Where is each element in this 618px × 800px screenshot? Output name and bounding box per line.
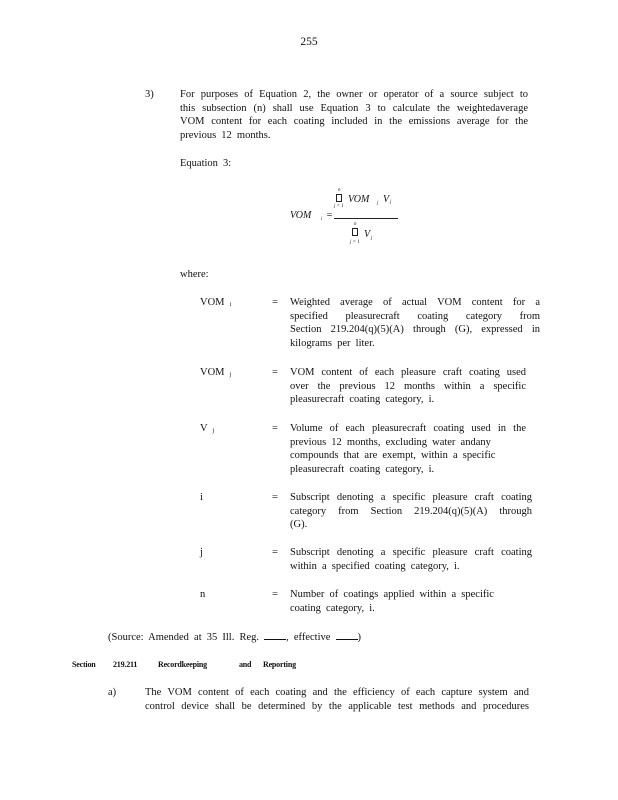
section-title-word-1: Recordkeeping — [158, 660, 207, 669]
equation-3 — [288, 186, 408, 256]
section-number: 219.211 — [113, 660, 138, 669]
section-title-word-3: Reporting — [263, 660, 296, 669]
numerator-sum-upper: n — [338, 188, 341, 193]
equation-lhs-subscript: i — [321, 217, 323, 222]
denominator-v-subscript: j — [371, 236, 373, 241]
definition-equals: = — [272, 423, 278, 434]
denominator-sigma-icon — [352, 228, 358, 236]
effective-blank — [336, 630, 358, 640]
definition-text: Subscript denoting a specific pleasure craft coating category from Section 219.204(q)(5)(A) through (G). — [290, 492, 532, 531]
definition-text: Volume of each pleasurecraft coating used in the previous 12 months, excluding water andany compounds that are exempt, within a specific pleasurecraft coating category, i. — [290, 423, 526, 475]
item-3-label: 3) — [145, 89, 154, 100]
definition-equals: = — [272, 297, 278, 308]
definition-equals: = — [272, 367, 278, 378]
numerator-v: V — [383, 194, 390, 205]
numerator-vom: VOM — [348, 194, 370, 205]
fraction-bar — [334, 218, 398, 219]
denominator-sum-upper: n — [354, 222, 357, 227]
item-3-text: For purposes of Equation 2, the owner or operator of a source subject to this subsection (n) shall use Equation 3 to calculate the weightedaverage VOM content for each coating included in the emissions average for the previous 12 months. — [180, 89, 528, 141]
definition-term: i — [200, 492, 203, 503]
definition-term: V j — [200, 423, 215, 434]
definition-text: Weighted average of actual VOM content for a specified pleasurecraft coating category from Section 219.204(q)(5)(A) through (G), expressed in kilograms per liter. — [290, 297, 540, 349]
source-note: (Source: Amended at 35 Ill. Reg. , effective ) — [108, 632, 362, 643]
definition-equals: = — [272, 547, 278, 558]
equation-equals: = — [326, 210, 333, 221]
page-number: 255 — [300, 36, 318, 48]
amendment-blank — [264, 630, 286, 640]
definition-text: Subscript denoting a specific pleasure craft coating within a specified coating category, i. — [290, 547, 532, 572]
denominator-sum-lower: j = 1 — [350, 240, 360, 245]
numerator-sum-lower: j = 1 — [334, 204, 344, 209]
definition-term: j — [200, 547, 203, 558]
definition-term: VOM i — [200, 297, 232, 308]
equation-lhs: VOM — [290, 210, 312, 221]
numerator-v-subscript: j — [390, 200, 392, 205]
numerator-sigma-icon — [336, 194, 342, 202]
where-label: where: — [180, 269, 209, 280]
definition-text: VOM content of each pleasure craft coating used over the previous 12 months within a specific pleasurecraft coating category, i. — [290, 367, 526, 406]
equation-label: Equation 3: — [180, 158, 232, 169]
definition-term: VOM j — [200, 367, 232, 378]
item-a-label: a) — [108, 687, 117, 698]
section-label: Section — [72, 660, 96, 669]
section-title-word-2: and — [239, 660, 252, 669]
numerator-vom-subscript: j — [377, 201, 379, 206]
definition-text: Number of coatings applied within a specific coating category, i. — [290, 589, 494, 614]
definition-term: n — [200, 589, 206, 600]
definition-equals: = — [272, 492, 278, 503]
item-a-text: The VOM content of each coating and the efficiency of each capture system and control device shall be determined by the applicable test methods and procedures — [145, 687, 529, 712]
denominator-v: V — [364, 229, 371, 240]
definition-equals: = — [272, 589, 278, 600]
